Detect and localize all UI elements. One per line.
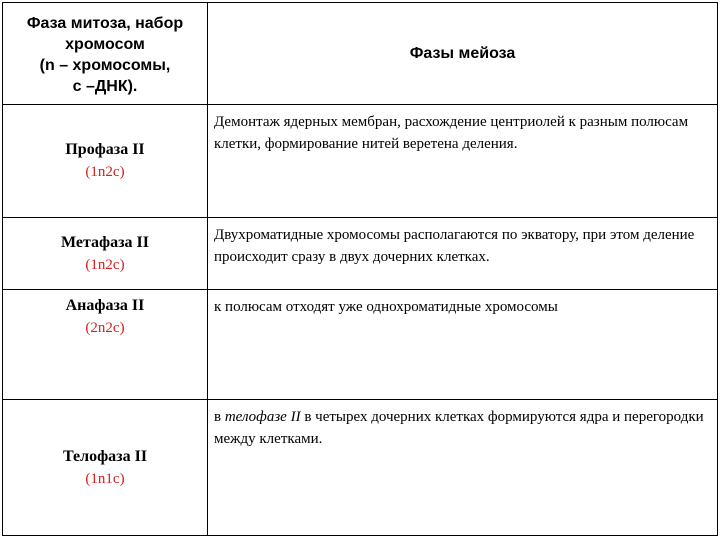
table-row: [3, 105, 718, 218]
header-line: хромосом: [65, 35, 145, 53]
ploidy-label: (1n2c): [85, 164, 125, 180]
table-row: [3, 290, 718, 400]
phase-name: Телофаза II: [62, 447, 148, 465]
description-suffix: в четырех дочерних клетках формируются ядра и перегородки между клетками.: [214, 409, 704, 447]
description-prefix: в: [214, 409, 225, 425]
ploidy-label: (1n1c): [85, 470, 125, 487]
table-row: [3, 400, 718, 536]
header-line: Фаза митоза, набор: [26, 14, 184, 32]
description-italic-term: телофазе II: [224, 409, 301, 425]
header-line: c –ДНК).: [72, 77, 138, 95]
phase-name: Метафаза II: [61, 233, 149, 251]
description-cell: [208, 400, 718, 536]
header-phase-cell: [3, 3, 208, 105]
phase-description: к полюсам отходят уже однохроматидные хромосомы: [214, 299, 558, 315]
phase-cell: [3, 400, 208, 536]
meiosis-table: [2, 2, 718, 536]
header-meiosis-label: Фазы мейоза: [409, 44, 516, 62]
header-line: (n – хромосомы,: [39, 56, 171, 74]
header-meiosis-cell: [208, 3, 718, 105]
phase-cell: [3, 218, 208, 290]
header-row: [3, 3, 718, 105]
phase-name: Анафаза II: [65, 297, 145, 314]
ploidy-label: (2n2c): [85, 320, 125, 336]
description-cell: [208, 218, 718, 290]
phase-name: Профаза II: [65, 141, 145, 158]
phase-description: Демонтаж ядерных мембран, расхождение центриолей к разным полюсам клетки, формирование нитей веретена деления.: [214, 114, 689, 152]
table-row: [3, 218, 718, 290]
phase-cell: [3, 290, 208, 400]
phase-cell: [3, 105, 208, 218]
phase-description: Двухроматидные хромосомы располагаются по экватору, при этом деление происходит сразу в двух дочерних клетках.: [214, 227, 695, 265]
description-cell: [208, 290, 718, 400]
ploidy-label: (1n2c): [85, 256, 125, 273]
phase-description: [214, 409, 704, 447]
description-cell: [208, 105, 718, 218]
